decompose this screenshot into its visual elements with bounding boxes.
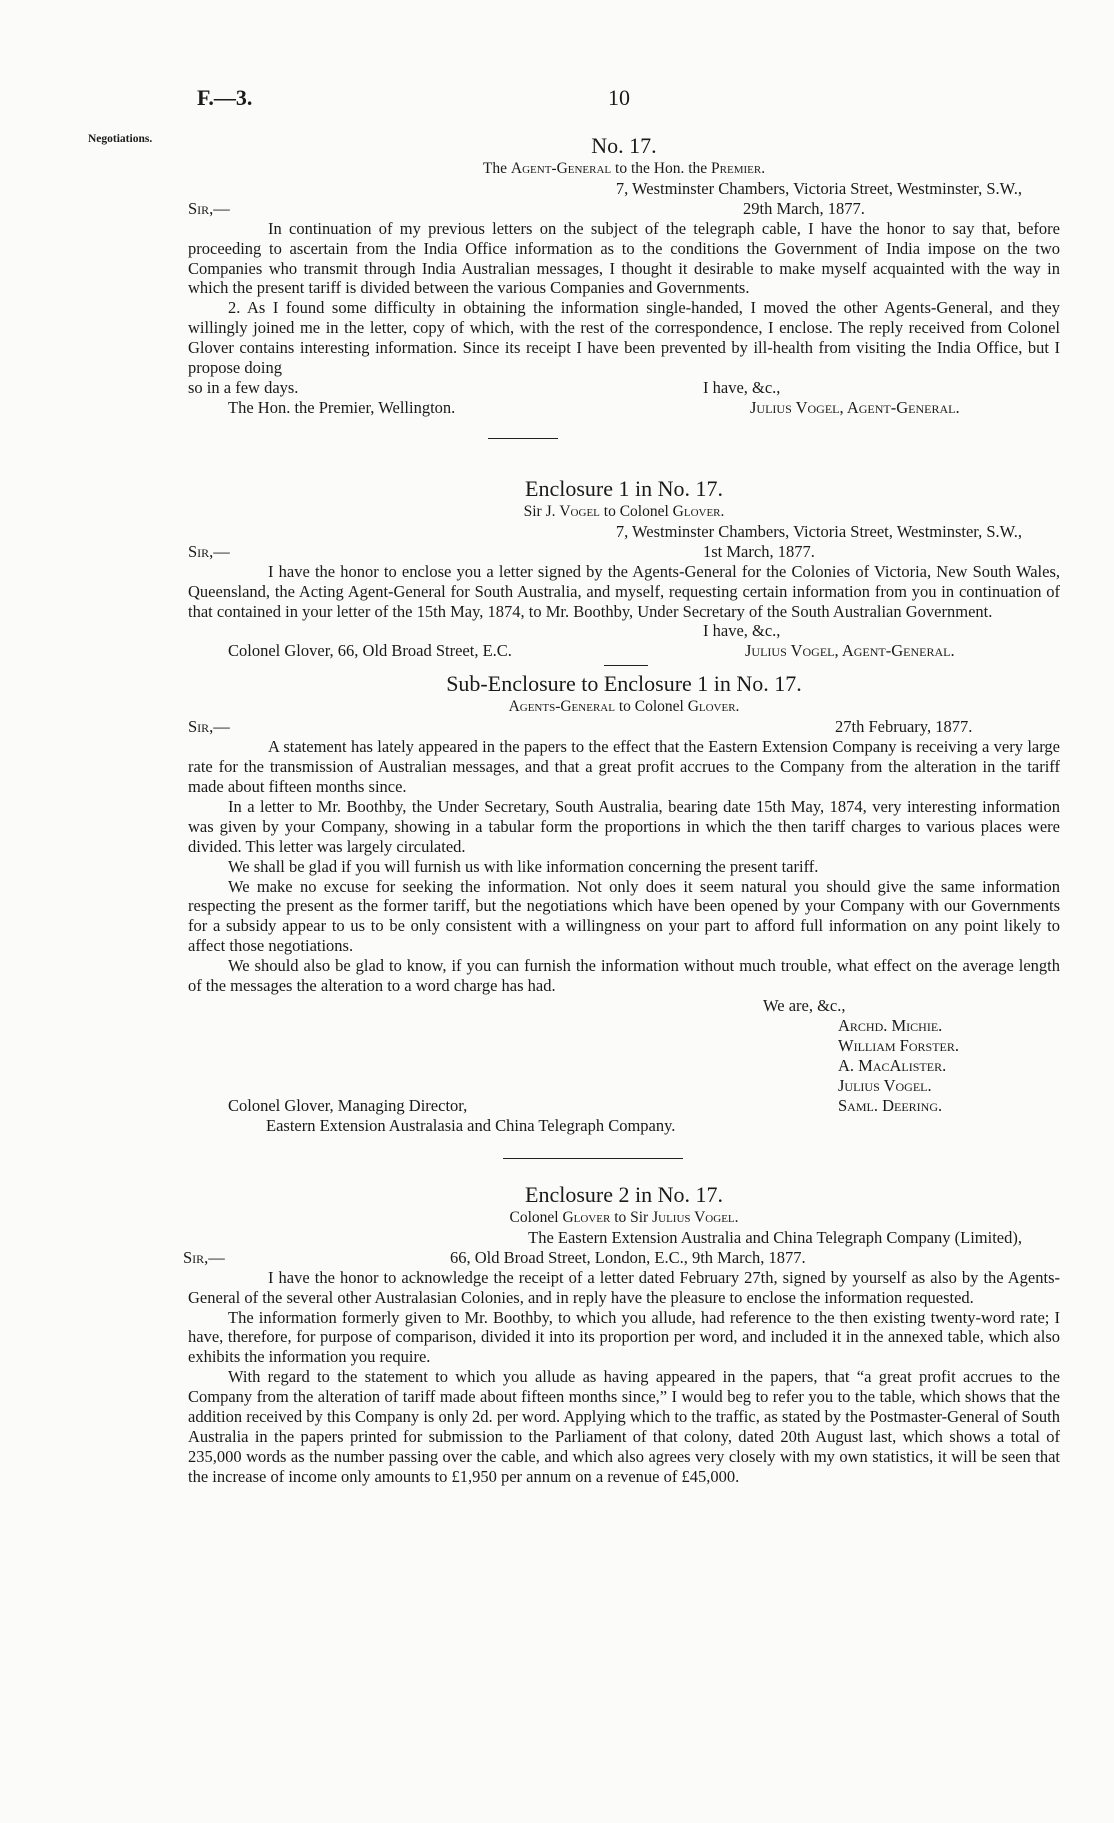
closing: I have, &c., [703, 621, 781, 641]
signatory: A. MacAlister. [838, 1056, 947, 1075]
subtitle-mid: to the Hon. the [615, 159, 708, 177]
letter-date: 27th February, 1877. [835, 717, 973, 737]
letter-date: 29th March, 1877. [743, 198, 865, 218]
closing: We are, &c., [763, 996, 846, 1015]
to-name: Premier. [711, 159, 766, 177]
section-subtitle [188, 697, 1060, 717]
addressee: Colonel Glover, 66, Old Broad Street, E.C. [228, 641, 512, 661]
paragraph: I have the honor to acknowledge the receipt of a letter dated February 27th, signed by yourself as also by the Agents-General of the several other Australasian Colonies, and in reply have the pleasure to enclose the information requested. [188, 1267, 1060, 1307]
page-number: 10 [608, 85, 630, 110]
to-name: Julius Vogel. [652, 1208, 739, 1226]
signature: Julius Vogel, Agent-General. [745, 641, 955, 661]
paragraph: In continuation of my previous letters on the subject of the telegraph cable, I have the honor to say that, before proceeding to ascertain from the India Office information as to the conditions the Government of India impose on the two Companies who transmit through India Australian messages, I thought it desirable to make myself acquainted with the way in which the present tariff is divided between the various Companies and Governments. [188, 218, 1060, 298]
paragraph: We shall be glad if you will furnish us with like information concerning the present tariff. [228, 856, 819, 876]
paragraph-end: so in a few days. [188, 377, 299, 397]
addressee: The Hon. the Premier, Wellington. [228, 397, 456, 417]
letter-no-17 [188, 133, 1060, 439]
addressee: Colonel Glover, Managing Director, [228, 1096, 468, 1115]
subtitle-mid: to Colonel [618, 698, 684, 716]
salutation: Sir,— [188, 198, 230, 218]
paragraph: With regard to the statement to which you allude as having appeared in the papers, that “a great profit accrues to the Company from the alteration of tariff made about fifteen months since,” I would beg to refer you to the table, which shows that the addition received by this Company is only 2d. per word. Applying which to the traffic, as stated by the Postmaster-General of South Australia in the papers printed for submission to the Parliament of that colony, dated 20th August last, which shows a total of 235,000 words as the number passing over the cable, and which also agrees very closely with my own statistics, it will be seen that the increase of income only amounts to £1,950 per annum on a revenue of £45,000. [188, 1367, 1060, 1486]
margin-note: Negotiations. [88, 133, 153, 145]
from-name: Agents-General [508, 698, 615, 716]
signatory: Saml. Deering. [838, 1096, 943, 1115]
salutation: Sir,— [188, 541, 230, 561]
letter-date: 1st March, 1877. [703, 541, 815, 561]
paragraph: I have the honor to enclose you a letter signed by the Agents-General for the Colonies of Victoria, New South Wales, Queensland, the Acting Agent-General for South Australia, and myself, requesting certain information from you in continuation of that contained in your letter of the 15th May, 1874, to Mr. Boothby, Under Secretary of the South Australian Government. [188, 561, 1060, 621]
signatory: Archd. Michie. [838, 1016, 943, 1035]
letter-date: 66, Old Broad Street, London, E.C., 9th March, 1877. [450, 1247, 806, 1267]
signature-block [188, 1016, 1060, 1116]
section-title: Enclosure 1 in No. 17. [525, 475, 723, 501]
paragraph: We make no excuse for seeking the information. Not only does it seem natural you should give the same information respecting the present as the former tariff, but the negotiations which have been opened by your Company with our Governments for a subsidy appear to us to be only consistent with a willingness on your part to afford full information on any point likely to affect those negotiations. [188, 876, 1060, 956]
enclosure-2 [183, 1182, 1060, 1487]
subtitle-mid: to Sir [614, 1208, 649, 1226]
sender-address: 7, Westminster Chambers, Victoria Street, Westminster, S.W., [615, 178, 1022, 198]
document-body [183, 133, 1060, 1487]
section-title: No. 17. [591, 133, 657, 158]
divider [604, 665, 648, 666]
from-prefix: The [482, 159, 508, 177]
from-prefix: Sir J. [523, 502, 556, 520]
divider [503, 1158, 683, 1159]
signatory: William Forster. [838, 1036, 959, 1055]
to-name: Glover. [687, 698, 740, 716]
section-title: Enclosure 2 in No. 17. [525, 1182, 723, 1207]
signature: Julius Vogel, Agent-General. [750, 397, 960, 417]
paragraph: The information formerly given to Mr. Boothby, to which you allude, had reference to the then existing twenty-word rate; I have, therefore, for purpose of comparison, divided it into its proportion per word, and included it in the annexed table, which also exhibits the information you require. [188, 1307, 1060, 1367]
signatory: Julius Vogel. [838, 1076, 932, 1095]
sender-address: 7, Westminster Chambers, Victoria Street, Westminster, S.W., [615, 521, 1022, 541]
section-title: Sub-Enclosure to Enclosure 1 in No. 17. [446, 671, 802, 697]
enclosure-1 [188, 475, 1060, 666]
paragraph: We should also be glad to know, if you can furnish the information without much trouble, what effect on the average length of the messages the alteration to a word charge has had. [188, 956, 1060, 996]
divider [488, 438, 558, 439]
paragraph: In a letter to Mr. Boothby, the Under Secretary, South Australia, bearing date 15th May, 1874, very interesting information was given by your Company, showing in a tabular form the proportions in which the then tariff charges to various places were divided. This letter was largely circulated. [188, 796, 1060, 856]
from-prefix: Colonel [509, 1208, 559, 1226]
paragraph: A statement has lately appeared in the papers to the effect that the Eastern Extension Company is receiving a very large rate for the transmission of Australian messages, and that a great profit accrues to the Company from the alteration in the tariff made about fifteen months since. [188, 737, 1060, 797]
section-subtitle [188, 159, 1060, 179]
from-name: Agent-General [510, 159, 612, 177]
sub-enclosure [188, 671, 1060, 1159]
document-reference: F.—3. [197, 85, 253, 110]
section-subtitle [188, 1208, 1060, 1228]
paragraph: 2. As I found some difficulty in obtaining the information single-handed, I moved the other Agents-General, and they willingly joined me in the letter, copy of which, with the rest of the correspondence, I enclose. The reply received from Colonel Glover contains interesting information. Since its receipt I have been prevented by ill-health from visiting the India Office, but I propose doing [188, 298, 1060, 378]
section-subtitle [188, 502, 1060, 522]
from-name: Vogel [559, 502, 600, 520]
addressee-company: Eastern Extension Australasia and China Telegraph Company. [266, 1116, 676, 1135]
subtitle-mid: to Colonel [603, 502, 669, 520]
from-name: Glover [562, 1208, 611, 1226]
to-name: Glover. [672, 502, 725, 520]
closing: I have, &c., [703, 377, 781, 397]
sender-address: The Eastern Extension Australia and China Telegraph Company (Limited), [528, 1227, 1022, 1247]
salutation: Sir,— [188, 717, 230, 737]
salutation: Sir,— [183, 1247, 225, 1267]
